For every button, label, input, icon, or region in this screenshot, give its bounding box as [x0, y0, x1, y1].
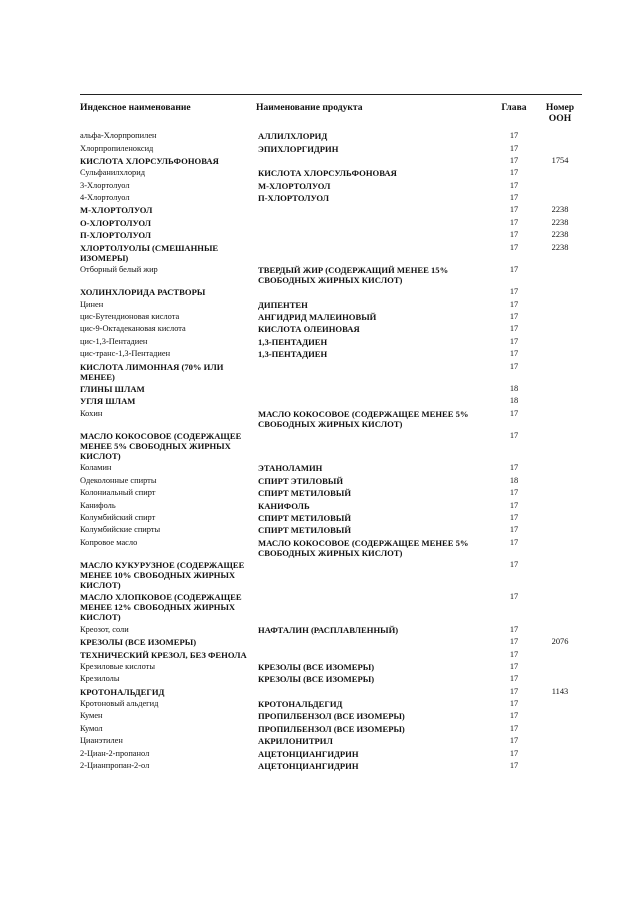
un-number-cell: [538, 537, 582, 559]
product-name-cell: МАСЛО КОКОСОВОЕ (СОДЕРЖАЩЕЕ МЕНЕЕ 5% СВОБОДНЫХ ЖИРНЫХ КИСЛОТ): [258, 408, 469, 429]
index-name-cell: О-ХЛОРТОЛУОЛ: [80, 217, 152, 228]
un-number-cell: [538, 462, 582, 474]
un-number-cell: [538, 624, 582, 636]
product-name-cell: [256, 286, 490, 298]
product-name-cell: [256, 204, 490, 216]
document-page: [80, 94, 582, 772]
product-name-cell: СПИРТ МЕТИЛОВЫЙ: [258, 525, 352, 536]
un-number-cell: [538, 192, 582, 204]
index-name-cell: КИСЛОТА ЛИМОННАЯ (70% ИЛИ МЕНЕЕ): [80, 361, 224, 382]
product-name-cell: КИСЛОТА ОЛЕИНОВАЯ: [258, 324, 360, 335]
chapter-cell: 17: [509, 264, 519, 274]
product-name-cell: [256, 229, 490, 241]
index-name-cell: 2-Цианпропан-2-ол: [80, 760, 150, 770]
table-row: [80, 217, 582, 229]
index-name-cell: Крезилолы: [80, 674, 120, 684]
table-row: [80, 192, 582, 204]
table-row: [80, 735, 582, 747]
table-row: [80, 180, 582, 192]
chapter-cell: 17: [509, 287, 519, 297]
un-number-cell: [538, 591, 582, 623]
index-name-cell: цис-9-Октадекановая кислота: [80, 324, 186, 334]
header-un-number: Номер ООН: [545, 102, 575, 124]
table-row: [80, 591, 582, 623]
un-number-cell: [538, 336, 582, 348]
chapter-cell: 17: [509, 488, 519, 498]
table-row: [80, 311, 582, 323]
un-number-cell: 2238: [551, 242, 569, 252]
table-row: [80, 624, 582, 636]
un-number-cell: [538, 130, 582, 142]
un-number-cell: [538, 142, 582, 154]
product-name-cell: [256, 636, 490, 648]
table-row: [80, 204, 582, 216]
chapter-cell: 17: [509, 143, 519, 153]
un-number-cell: [538, 167, 582, 179]
index-name-cell: цис-Бутендионовая кислота: [80, 312, 180, 322]
table-row: [80, 142, 582, 154]
header-rule: [80, 94, 582, 95]
product-name-cell: [256, 686, 490, 698]
chapter-cell: 17: [509, 361, 519, 371]
un-number-cell: 2238: [551, 230, 569, 240]
chapter-cell: 17: [509, 624, 519, 634]
chapter-cell: 17: [509, 592, 519, 602]
table-row: [80, 710, 582, 722]
product-name-cell: АНГИДРИД МАЛЕИНОВЫЙ: [258, 312, 377, 323]
index-name-cell: цис-1,3-Пентадиен: [80, 336, 148, 346]
un-number-cell: [538, 698, 582, 710]
header-product-name: Наименование продукта: [256, 102, 363, 113]
un-number-cell: [538, 524, 582, 536]
chapter-cell: 17: [509, 336, 519, 346]
table-row: [80, 155, 582, 167]
table-row: [80, 760, 582, 772]
product-name-cell: ДИПЕНТЕН: [258, 299, 308, 310]
un-number-cell: 2238: [551, 217, 569, 227]
product-name-cell: ПРОПИЛБЕНЗОЛ (ВСЕ ИЗОМЕРЫ): [258, 723, 405, 734]
index-name-cell: КИСЛОТА ХЛОРСУЛЬФОНОВАЯ: [80, 155, 219, 166]
table-row: [80, 229, 582, 241]
chapter-cell: 17: [509, 711, 519, 721]
product-name-cell: 1,3-ПЕНТАДИЕН: [258, 336, 328, 347]
table-row: [80, 661, 582, 673]
chapter-cell: 17: [509, 699, 519, 709]
index-name-cell: 3-Хлортолуол: [80, 180, 130, 190]
table-row: [80, 408, 582, 430]
index-name-cell: ГЛИНЫ ШЛАМ: [80, 383, 145, 394]
chapter-cell: 17: [509, 736, 519, 746]
chapter-cell: 17: [509, 760, 519, 770]
chapter-cell: 17: [509, 661, 519, 671]
index-name-cell: 4-Хлортолуол: [80, 193, 130, 203]
table-row: [80, 499, 582, 511]
index-name-cell: П-ХЛОРТОЛУОЛ: [80, 230, 152, 241]
chapter-cell: 18: [509, 383, 519, 393]
table-row: [80, 537, 582, 559]
index-name-cell: Отборный белый жир: [80, 264, 158, 274]
index-name-cell: Цинен: [80, 299, 104, 309]
un-number-cell: [538, 673, 582, 685]
product-name-cell: АКРИЛОНИТРИЛ: [258, 736, 333, 747]
chapter-cell: 17: [509, 349, 519, 359]
table-row: [80, 475, 582, 487]
chapter-cell: 17: [509, 686, 519, 696]
chapter-cell: 17: [509, 649, 519, 659]
index-name-cell: УГЛЯ ШЛАМ: [80, 396, 136, 407]
product-index-table: [80, 99, 582, 772]
un-number-cell: [538, 710, 582, 722]
un-number-cell: [538, 286, 582, 298]
chapter-cell: 17: [509, 230, 519, 240]
index-name-cell: Одеколонные спирты: [80, 475, 157, 485]
chapter-cell: 17: [509, 205, 519, 215]
product-name-cell: [256, 395, 490, 407]
chapter-cell: 17: [509, 312, 519, 322]
index-name-cell: Кротоновый альдегид: [80, 699, 159, 709]
product-name-cell: [256, 217, 490, 229]
un-number-cell: [538, 180, 582, 192]
chapter-cell: 17: [509, 155, 519, 165]
product-name-cell: ЭПИХЛОРГИДРИН: [258, 143, 339, 154]
product-name-cell: [256, 155, 490, 167]
table-body: [80, 130, 582, 772]
index-name-cell: Копровое масло: [80, 537, 138, 547]
index-name-cell: Коламин: [80, 463, 112, 473]
un-number-cell: [538, 395, 582, 407]
product-name-cell: [256, 559, 490, 591]
chapter-cell: 17: [509, 217, 519, 227]
product-name-cell: [256, 241, 490, 263]
product-name-cell: [256, 648, 490, 660]
product-name-cell: СПИРТ ЭТИЛОВЫЙ: [258, 475, 343, 486]
table-row: [80, 524, 582, 536]
index-name-cell: цис-транс-1,3-Пентадиен: [80, 349, 171, 359]
chapter-cell: 17: [509, 723, 519, 733]
table-row: [80, 723, 582, 735]
table-row: [80, 383, 582, 395]
index-name-cell: Хлорпропиленоксид: [80, 143, 154, 153]
index-name-cell: М-ХЛОРТОЛУОЛ: [80, 205, 153, 216]
un-number-cell: 2238: [551, 205, 569, 215]
product-name-cell: МАСЛО КОКОСОВОЕ (СОДЕРЖАЩЕЕ МЕНЕЕ 5% СВОБОДНЫХ ЖИРНЫХ КИСЛОТ): [258, 537, 469, 558]
product-name-cell: П-ХЛОРТОЛУОЛ: [258, 193, 330, 204]
table-row: [80, 686, 582, 698]
table-row: [80, 299, 582, 311]
un-number-cell: [538, 512, 582, 524]
product-name-cell: АЛЛИЛХЛОРИД: [258, 131, 328, 142]
chapter-cell: 17: [509, 324, 519, 334]
un-number-cell: [538, 487, 582, 499]
chapter-cell: 17: [509, 299, 519, 309]
un-number-cell: [538, 360, 582, 382]
table-row: [80, 747, 582, 759]
table-row: [80, 241, 582, 263]
index-name-cell: Кумол: [80, 723, 103, 733]
index-name-cell: Цианэтилен: [80, 736, 123, 746]
table-row: [80, 462, 582, 474]
index-name-cell: ХОЛИНХЛОРИДА РАСТВОРЫ: [80, 287, 206, 298]
index-name-cell: Колумбийские спирты: [80, 525, 161, 535]
table-row: [80, 395, 582, 407]
index-name-cell: Крезиловые кислоты: [80, 661, 155, 671]
index-name-cell: Креозот, соли: [80, 624, 129, 634]
index-name-cell: Канифоль: [80, 500, 116, 510]
chapter-cell: 17: [509, 512, 519, 522]
table-header-row: [80, 99, 582, 130]
index-name-cell: ХЛОРТОЛУОЛЫ (СМЕШАННЫЕ ИЗОМЕРЫ): [80, 242, 219, 263]
table-row: [80, 264, 582, 286]
product-name-cell: [256, 591, 490, 623]
chapter-cell: 17: [509, 463, 519, 473]
product-name-cell: ЭТАНОЛАМИН: [258, 463, 323, 474]
index-name-cell: альфа-Хлорпропилен: [80, 131, 157, 141]
chapter-cell: 17: [509, 537, 519, 547]
un-number-cell: [538, 723, 582, 735]
chapter-cell: 17: [509, 674, 519, 684]
product-name-cell: НАФТАЛИН (РАСПЛАВЛЕННЫЙ): [258, 624, 399, 635]
table-row: [80, 336, 582, 348]
un-number-cell: [538, 747, 582, 759]
chapter-cell: 17: [509, 408, 519, 418]
product-name-cell: [256, 383, 490, 395]
table-row: [80, 430, 582, 462]
chapter-cell: 17: [509, 193, 519, 203]
product-name-cell: ТВЕРДЫЙ ЖИР (СОДЕРЖАЩИЙ МЕНЕЕ 15% СВОБОДНЫХ ЖИРНЫХ КИСЛОТ): [258, 264, 449, 285]
product-name-cell: КРЕЗОЛЫ (ВСЕ ИЗОМЕРЫ): [258, 674, 375, 685]
un-number-cell: [538, 430, 582, 462]
chapter-cell: 17: [509, 525, 519, 535]
product-name-cell: М-ХЛОРТОЛУОЛ: [258, 180, 331, 191]
index-name-cell: КРОТОНАЛЬДЕГИД: [80, 686, 165, 697]
chapter-cell: 17: [509, 500, 519, 510]
index-name-cell: Колониальный спирт: [80, 488, 156, 498]
product-name-cell: СПИРТ МЕТИЛОВЫЙ: [258, 488, 352, 499]
table-row: [80, 130, 582, 142]
index-name-cell: Кохин: [80, 408, 103, 418]
un-number-cell: [538, 760, 582, 772]
table-row: [80, 648, 582, 660]
table-row: [80, 167, 582, 179]
product-name-cell: [256, 360, 490, 382]
chapter-cell: 17: [509, 180, 519, 190]
un-number-cell: [538, 323, 582, 335]
un-number-cell: 1143: [551, 686, 569, 696]
chapter-cell: 17: [509, 242, 519, 252]
chapter-cell: 18: [509, 396, 519, 406]
chapter-cell: 17: [509, 131, 519, 141]
un-number-cell: [538, 648, 582, 660]
chapter-cell: 17: [509, 637, 519, 647]
index-name-cell: Кумен: [80, 711, 103, 721]
un-number-cell: [538, 499, 582, 511]
index-name-cell: КРЕЗОЛЫ (ВСЕ ИЗОМЕРЫ): [80, 637, 197, 648]
table-row: [80, 360, 582, 382]
product-name-cell: КРЕЗОЛЫ (ВСЕ ИЗОМЕРЫ): [258, 661, 375, 672]
table-row: [80, 636, 582, 648]
index-name-cell: 2-Циан-2-пропанол: [80, 748, 150, 758]
index-name-cell: МАСЛО КОКОСОВОЕ (СОДЕРЖАЩЕЕ МЕНЕЕ 5% СВОБОДНЫХ ЖИРНЫХ КИСЛОТ): [80, 431, 242, 462]
un-number-cell: [538, 735, 582, 747]
chapter-cell: 18: [509, 475, 519, 485]
index-name-cell: Колумбийский спирт: [80, 512, 156, 522]
product-name-cell: КРОТОНАЛЬДЕГИД: [258, 699, 343, 710]
un-number-cell: [538, 661, 582, 673]
index-name-cell: Сульфанилхлорид: [80, 168, 145, 178]
un-number-cell: [538, 408, 582, 430]
un-number-cell: [538, 264, 582, 286]
chapter-cell: 17: [509, 431, 519, 441]
product-name-cell: АЦЕТОНЦИАНГИДРИН: [258, 760, 359, 771]
chapter-cell: 17: [509, 748, 519, 758]
product-name-cell: 1,3-ПЕНТАДИЕН: [258, 349, 328, 360]
table-row: [80, 698, 582, 710]
un-number-cell: [538, 348, 582, 360]
product-name-cell: ПРОПИЛБЕНЗОЛ (ВСЕ ИЗОМЕРЫ): [258, 711, 405, 722]
un-number-cell: [538, 311, 582, 323]
table-row: [80, 323, 582, 335]
index-name-cell: МАСЛО КУКУРУЗНОЕ (СОДЕРЖАЩЕЕ МЕНЕЕ 10% СВОБОДНЫХ ЖИРНЫХ КИСЛОТ): [80, 560, 245, 591]
un-number-cell: [538, 559, 582, 591]
table-row: [80, 559, 582, 591]
un-number-cell: [538, 475, 582, 487]
un-number-cell: 2076: [551, 637, 569, 647]
un-number-cell: [538, 299, 582, 311]
un-number-cell: 1754: [551, 155, 569, 165]
table-row: [80, 673, 582, 685]
chapter-cell: 17: [509, 168, 519, 178]
product-name-cell: КАНИФОЛЬ: [258, 500, 310, 511]
product-name-cell: КИСЛОТА ХЛОРСУЛЬФОНОВАЯ: [258, 168, 397, 179]
chapter-cell: 17: [509, 560, 519, 570]
product-name-cell: СПИРТ МЕТИЛОВЫЙ: [258, 512, 352, 523]
index-name-cell: МАСЛО ХЛОПКОВОЕ (СОДЕРЖАЩЕЕ МЕНЕЕ 12% СВОБОДНЫХ ЖИРНЫХ КИСЛОТ): [80, 592, 242, 623]
table-row: [80, 512, 582, 524]
un-number-cell: [538, 383, 582, 395]
product-name-cell: АЦЕТОНЦИАНГИДРИН: [258, 748, 359, 759]
product-name-cell: [256, 430, 490, 462]
table-row: [80, 348, 582, 360]
header-chapter: Глава: [501, 102, 527, 113]
table-row: [80, 286, 582, 298]
table-row: [80, 487, 582, 499]
header-index-name: Индексное наименование: [80, 102, 191, 113]
index-name-cell: ТЕХНИЧЕСКИЙ КРЕЗОЛ, БЕЗ ФЕНОЛА: [80, 649, 247, 660]
